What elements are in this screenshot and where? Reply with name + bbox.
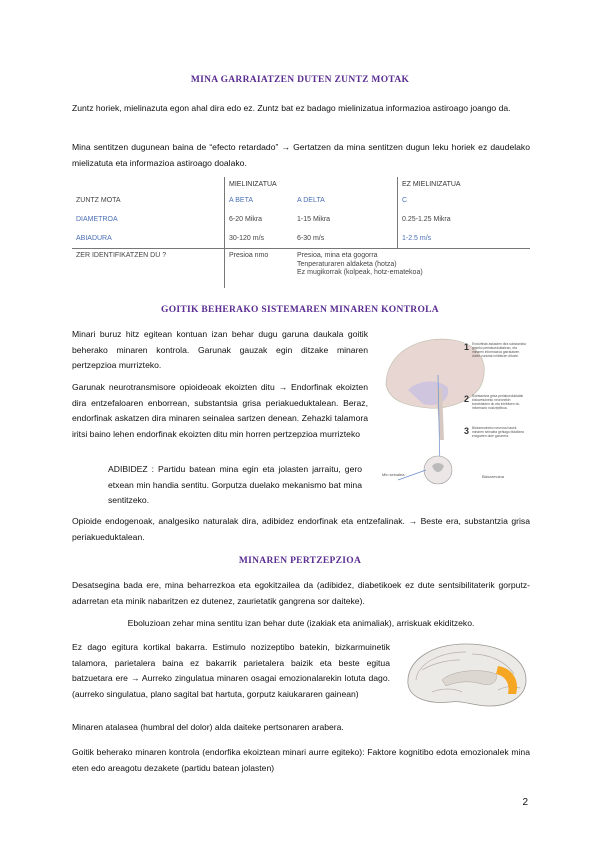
fiber-table [72, 177, 530, 288]
table-cell: C [398, 191, 531, 210]
paragraph-example: ADIBIDEZ : Partidu batean mina egin eta jolasten jarraitu, gero etxean min handia sentitu. Gorputza duelako mekanismo bat mina sentitzeko. [108, 464, 362, 505]
figure-label: Bizkarmuineko neurona hauek minaren seinalea gehiago bidaltzea eragozten dute garunera. [472, 426, 524, 438]
paragraph-opioids: Opioide endogenoak, analgesiko naturalak dira, adibidez endorfinak eta entzefalinak. → Beste era, substantzia grisa periakueduktalean. [72, 516, 530, 542]
table-cell: DIAMETROA [76, 216, 118, 223]
figure-step-number: 1 [464, 342, 470, 352]
table-cell: Presioa nmo [225, 249, 294, 289]
figure-step-number: 2 [464, 394, 470, 404]
paragraph-adaptive: Desatsegina bada ere, mina beharrezkoa eta egokitzailea da (adibidez, diabetikoek ez dute sentsibilitaterik gorputz-adarretan eta minik nabaritzen ez dutenez, zaurietatik gangrena sor daiteke). [72, 580, 530, 606]
section-title-fibers: MINA GARRAIATZEN DUTEN ZUNTZ MOTAK [190, 75, 410, 85]
figure-label: Endorfinak askatzen dira substantzia griseko periakueduktalean, eta minaren informazioa garraiatzen duten zuntzak inhibitzen dituzte. [472, 342, 526, 358]
page-number: 2 [522, 797, 528, 808]
table-cell-multiline [293, 249, 530, 289]
endorphin-pathway-figure [378, 330, 528, 495]
section-title-perception: MINAREN PERTZEPZIOA [238, 556, 362, 566]
table-cell: 1-2.5 m/s [398, 229, 531, 249]
table-cell: 6-30 m/s [297, 235, 325, 242]
figure-step-number: 3 [464, 426, 470, 436]
paragraph-evolution: Eboluzioan zehar mina sentitu izan behar dute (izakiak eta animaliak), arriskuak ekiditzeko. [127, 618, 475, 628]
figure-label-bottom-left: Min seinalea [382, 472, 405, 477]
table-cell: 30-120 m/s [225, 229, 294, 249]
figure-label-bottom-right: Bizkarmuina [482, 474, 505, 479]
paragraph-top-down: Minari buruz hitz egitean kontuan izan behar dugu garuna daukala goitik beherako minaren kontrola. Garunak gauzak egin ditzake minaren pertzepzioa murrizteko. [72, 329, 368, 370]
paragraph-topdown-summary: Goitik beherako minaren kontrola (endorfika ekoiztean minari aurre egiteko): Faktore kognitibo edota emozionalek mina eten edo areagotu dezakete (partidu batean jolasten) [72, 747, 530, 773]
paragraph-threshold: Minaren atalasea (humbral del dolor) alda daiteke pertsonaren arabera. [72, 722, 344, 732]
table-cell-text: Presioa, mina eta gogorra Tenperaturaren aldaketa (hotza) Ez mugikorrak (kolpeak, hotz-ematekoa) [297, 252, 423, 276]
table-cell: A BETA [225, 191, 294, 210]
paragraph-delayed-pain: Mina sentitzen dugunean baina de “efecto retardado” → Gertatzen da mina sentitzen dugun leku horiek ez daudelako mielizatuta eta informazioa astiroago doalako. [72, 142, 530, 168]
cingulate-brain-figure [402, 640, 530, 712]
paragraph-fibers-myelin: Zuntz horiek, mielinazuta egon ahal dira edo ez. Zuntz bat ez badago mielinizatua informazioa astiroago joango da. [72, 103, 511, 113]
table-cell: ABIADURA [76, 235, 112, 242]
table-cell: ZUNTZ MOTA [76, 197, 121, 204]
table-cell: A DELTA [297, 197, 325, 204]
table-group-myelinated: MIELINIZATUA [225, 177, 398, 191]
figure-label: Substantzia grisa periakueduktalak bizkarmuineko neuronekin konektatzen du eta inhibitzen du informazio nozizeptiboa. [472, 394, 524, 410]
table-cell: 1-15 Mikra [297, 216, 331, 223]
paragraph-endorphins: Garunak neurotransmisore opioideoak ekoizten ditu → Endorfinak ekoizten dira entzefaloaren enborrean, substantsia grisa periakueduktalean. Beraz, endorfinak askatzen dira minaren seinalea sartzen denean. Zehazki talamora iritsi baino lehen endorfinak ekoizten ditu min horren pertzepzioa murrizteko [72, 382, 368, 439]
section-title-control: GOITIK BEHERAKO SISTEMAREN MINAREN KONTROLA [161, 305, 439, 315]
table-cell: 0.25-1.25 Mikra [398, 210, 531, 229]
table-group-unmyelinated: EZ MIELINIZATUA [398, 177, 531, 191]
paragraph-cortical: Ez dago egitura kortikal bakarra. Estimulo nozizeptibo batekin, bizkarmuinetik talamora, parietalera baina ez bakarrik parietalera baizik eta beste egitua batzuetara ere → Aurreko zingulatua minaren osagai emozionalarekin lotuta dago. (aurreko singulatua, plano sagital bat hartuta, gorputz kaiukararen gainean) [72, 642, 390, 699]
table-cell: 6-20 Mikra [225, 210, 294, 229]
table-cell: ZER IDENTIFIKATZEN DU ? [76, 252, 167, 259]
